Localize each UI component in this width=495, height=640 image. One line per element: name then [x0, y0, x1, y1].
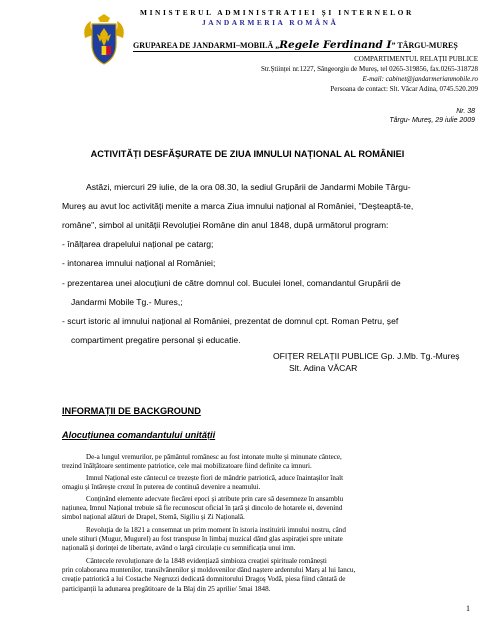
paragraph-line: națiunea, Imnul Național trebuie să fie recunoscut oficial în țară și dincolo de hotarele ei, devenind [62, 504, 343, 513]
paragraph-line: simbol național alături de Drapel, Stemă, Sigiliu și Zi Națională. [62, 513, 245, 522]
unit-name-suffix: ” TÂRGU-MUREȘ [391, 41, 458, 50]
ministry-header: MINISTERUL ADMINISTRATIEI ȘI INTERNELOR [140, 8, 414, 17]
body-line: Astăzi, miercuri 29 iulie, de la ora 08.30, la sediul Grupării de Jandarmi Mobile Târgu- [86, 182, 411, 192]
signature-title: OFIȚER RELAȚII PUBLICE Gp. J.Mb. Tg.-Mureș [273, 351, 460, 361]
header-divider [133, 51, 411, 52]
coat-of-arms-icon [81, 12, 127, 66]
background-heading: INFORMAȚII DE BACKGROUND [62, 406, 201, 416]
paragraph-line: De-a lungul vremurilor, pe pământul românesc au fost intonate multe și minunate cântece, [86, 453, 342, 461]
background-paragraph [62, 453, 466, 471]
background-subheading: Alocuțiunea comandantului unității [62, 430, 216, 440]
unit-name-royal: Regele Ferdinand I [279, 39, 392, 51]
signature-name: Slt. Adina VĂCAR [289, 363, 358, 373]
paragraph-line: prin colaborarea muntenilor, transilvănenilor și moldovenilor dând naștere ardentului Marș al lui Iancu, [62, 566, 356, 575]
page-number: 1 [466, 604, 470, 613]
paragraph-line: Conținând elemente adecvate fiecărei epoci și atribute prin care să desemneze în ansamblu [86, 495, 344, 503]
paragraph-line: participanții la adunarea pregătitoare de la Blaj din 25 aprilie/ 5mai 1848. [62, 584, 271, 593]
paragraph-line: Revoluția de la 1821 a consemnat un prim moment în istoria instituirii imnului nostru, când [86, 526, 346, 534]
paragraph-line: națională și dorinței de libertate, având o largă circulație cu semnificația unui imn. [62, 544, 296, 553]
background-paragraph [62, 474, 466, 492]
department-name: COMPARTIMENTUL RELAȚII PUBLICE [354, 55, 478, 63]
unit-name-prefix: GRUPAREA DE JANDARMI–MOBILĂ „ [133, 41, 280, 50]
document-date: Târgu- Mureș, 29 iulie 2009 [389, 117, 475, 124]
program-item: - intonarea imnului național al României; [62, 258, 216, 268]
program-item: - înălțarea drapelului național pe catarg; [62, 239, 214, 249]
jandarmeria-header: JANDARMERIA ROMÂNĂ [202, 18, 339, 27]
document-number: Nr. 38 [456, 108, 475, 115]
program-item: - prezentarea unei alocuțiuni de către domnul col. Buculei Ionel, comandantul Grupării de [62, 278, 401, 288]
background-paragraph [62, 526, 466, 554]
email-line: E-mail: cabinet@jandarmerianmobile.ro [362, 75, 478, 83]
address-line: Str.Științei nr.1227, Sângeorgiu de Mureș, tel 0265-319856, fax.0265-318728 [260, 65, 478, 73]
paragraph-line: trezind înălțătoare sentimente patriotice, cele mai mobilizatoare fiind definite ca imnuri. [62, 462, 312, 471]
body-line: române", simbol al unității Revoluției Române din anul 1848, după următorul program: [62, 220, 389, 230]
background-paragraph [62, 557, 466, 594]
paragraph-line: Cântecele revoluționare de la 1848 evidențiază simbioza creației spirituale românești [86, 557, 327, 565]
paragraph-line: creație patriotică a lui Costache Negruzzi dedicată domnitorului Dragoș Vodă, piesa fiind cântată de [62, 575, 346, 584]
body-line: Mureș au avut loc activități menite a marca Ziua imnului național al României, "Deșteaptă-te, [62, 201, 414, 211]
program-item: - scurt istoric al imnului național al României, prezentat de domnul cpt. Roman Petru, șef [62, 316, 399, 326]
program-item-continuation: Jandarmi Mobile Tg.- Mures,; [71, 297, 183, 307]
unit-name [133, 39, 458, 51]
program-item-continuation: compartiment pregatire personal și educatie. [71, 335, 241, 345]
background-paragraph [62, 495, 466, 523]
paragraph-line: omagiu și întărește crezul în puterea de continuă devenire a neamului. [62, 483, 261, 492]
paragraph-line: unele stihuri (Mugur, Mugurel) au fost transpuse în limbaj muzical dând glas aspirației spre unitate [62, 535, 343, 544]
paragraph-line: Imnul Național este cântecul ce trezește fiori de mândrie patriotică, aduce înaintașilor înalt [86, 474, 344, 482]
contact-line: Persoana de contact: Slt. Văcar Adina, 0745.520.209 [330, 85, 478, 93]
document-title: ACTIVITĂȚI DESFĂȘURATE DE ZIUA IMNULUI NAȚIONAL AL ROMÂNIEI [90, 149, 405, 159]
